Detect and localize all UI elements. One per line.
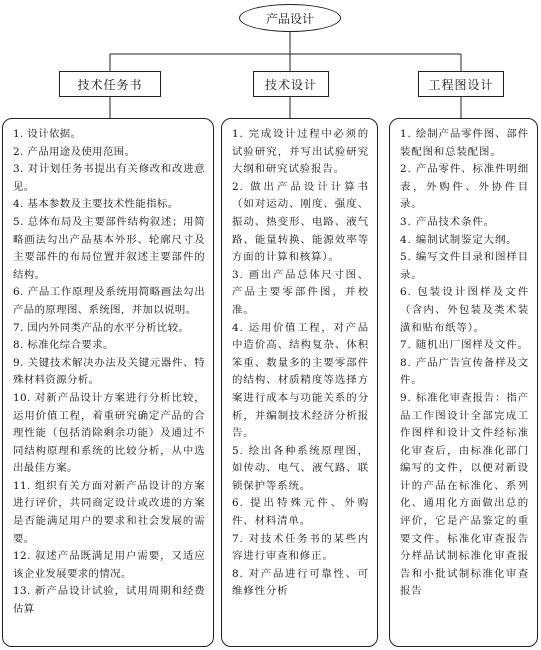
list-item: 5. 绘出各种系统原理图，如传动、电气、液气路、联锁保护等系统。 bbox=[232, 444, 369, 492]
list-item: 10. 对新产品设计方案进行分析比较，运用价值工程，着重研究确定产品的合理性能（包括消除剩余功能）及通过不同结构原理和系统的比较分析，从中选出最佳方案。 bbox=[13, 391, 205, 475]
branch-node-label: 技术设计 bbox=[264, 77, 317, 92]
list-item: 3. 对计划任务书提出有关修改和改进意见。 bbox=[13, 163, 205, 193]
list-item: 2. 产品零件、标准件明细表，外购件、外协件目录。 bbox=[400, 163, 529, 211]
list-item: 3. 画出产品总体尺寸图、产品主要零部件图，并校准。 bbox=[232, 268, 369, 316]
engineering-drawing-item-list bbox=[400, 126, 529, 601]
list-item: 11. 组织有关方面对新产品设计的方案进行评价，共同商定设计或改进的方案是否能满足用户的要求和社会发展的需要。 bbox=[13, 479, 205, 545]
list-item: 2. 做出产品设计计算书（如对运动、刚度、强度、振动、热变形、电路、液气路、能量转换、能源效率等方面的计算和核算）。 bbox=[232, 180, 369, 264]
list-item: 5. 总体布局及主要部件结构叙述；用简略画法勾出产品基本外形、轮廓尺寸及主要部件的布局位置并叙述主要部件的结构。 bbox=[13, 215, 205, 281]
list-item: 4. 编制试制鉴定大纲。 bbox=[400, 233, 518, 246]
branch-node-technical-design bbox=[253, 71, 329, 97]
list-item: 8. 标准化综合要求。 bbox=[13, 339, 114, 352]
list-item: 1. 绘制产品零件图、部件装配图和总装配图。 bbox=[400, 128, 529, 158]
technical-design-item-list bbox=[232, 126, 369, 601]
branch-node-engineering-drawing bbox=[418, 71, 504, 97]
list-item: 8. 产品广告宣传备样及文件。 bbox=[400, 356, 529, 387]
list-item: 7. 对技术任务书的某些内容进行审查和修正。 bbox=[232, 532, 369, 563]
branch-node-label: 工程图设计 bbox=[428, 77, 494, 92]
list-item: 13. 新产品设计试验，试用周期和经费估算 bbox=[13, 585, 205, 616]
list-item: 8. 对产品进行可靠性、可维修性分析 bbox=[232, 567, 369, 598]
list-item: 9. 关键技术解决办法及关键元器件、特殊材料资源分析。 bbox=[13, 356, 205, 387]
list-item: 2. 产品用途及使用范围。 bbox=[13, 145, 136, 158]
list-item: 1. 完成设计过程中必须的试验研究，并写出试验研究大纲和研究试验报告。 bbox=[232, 128, 369, 176]
technical-design-content-box bbox=[221, 118, 378, 647]
list-item: 9. 标准化审查报告：指产品工作图设计全部完成工作图样和设计文件经标准化审查后，由标准化部门编写的文件，以便对新设计的产品在标准化、系列化、通用化方面做出总的评价，它是产品鉴定的重要文件。标准化审查报告分样品试制标准化审查报告和小批试制标准化审查报告 bbox=[400, 391, 529, 598]
list-item: 7. 随机出厂图样及文件。 bbox=[400, 339, 529, 352]
list-item: 6. 提出特殊元件、外购件、材料清单。 bbox=[232, 497, 369, 528]
list-item: 3. 产品技术条件。 bbox=[400, 215, 495, 228]
root-node bbox=[239, 4, 341, 32]
list-item: 4. 运用价值工程，对产品中造价高、结构复杂、体积笨重、数量多的主要零部件的结构、材质精度等选择方案进行成本与功能关系的分析，并编制技术经济分析报告。 bbox=[232, 321, 369, 440]
list-item: 4. 基本参数及主要技术性能指标。 bbox=[13, 198, 179, 211]
branch-node-label: 技术任务书 bbox=[77, 77, 143, 92]
root-node-label: 产品设计 bbox=[265, 11, 314, 26]
list-item: 6. 包装设计图样及文件（含内、外包装及类术装潢和贴布纸等）。 bbox=[400, 286, 529, 334]
engineering-drawing-content-box bbox=[389, 118, 538, 647]
technical-task-content-box bbox=[2, 118, 214, 647]
list-item: 6. 产品工作原理及系统用简略画法勾出产品的原理图、系统图，并加以说明。 bbox=[13, 286, 205, 316]
list-item: 7. 国内外同类产品的水平分析比较。 bbox=[13, 321, 190, 334]
branch-node-technical-task bbox=[59, 71, 161, 97]
list-item: 5. 编写文件目录和图样目录。 bbox=[400, 251, 529, 281]
technical-task-item-list bbox=[13, 126, 205, 619]
list-item: 1. 设计依据。 bbox=[13, 128, 82, 140]
list-item: 12. 叙述产品既满足用户需要，又适应该企业发展要求的情况。 bbox=[13, 550, 205, 580]
